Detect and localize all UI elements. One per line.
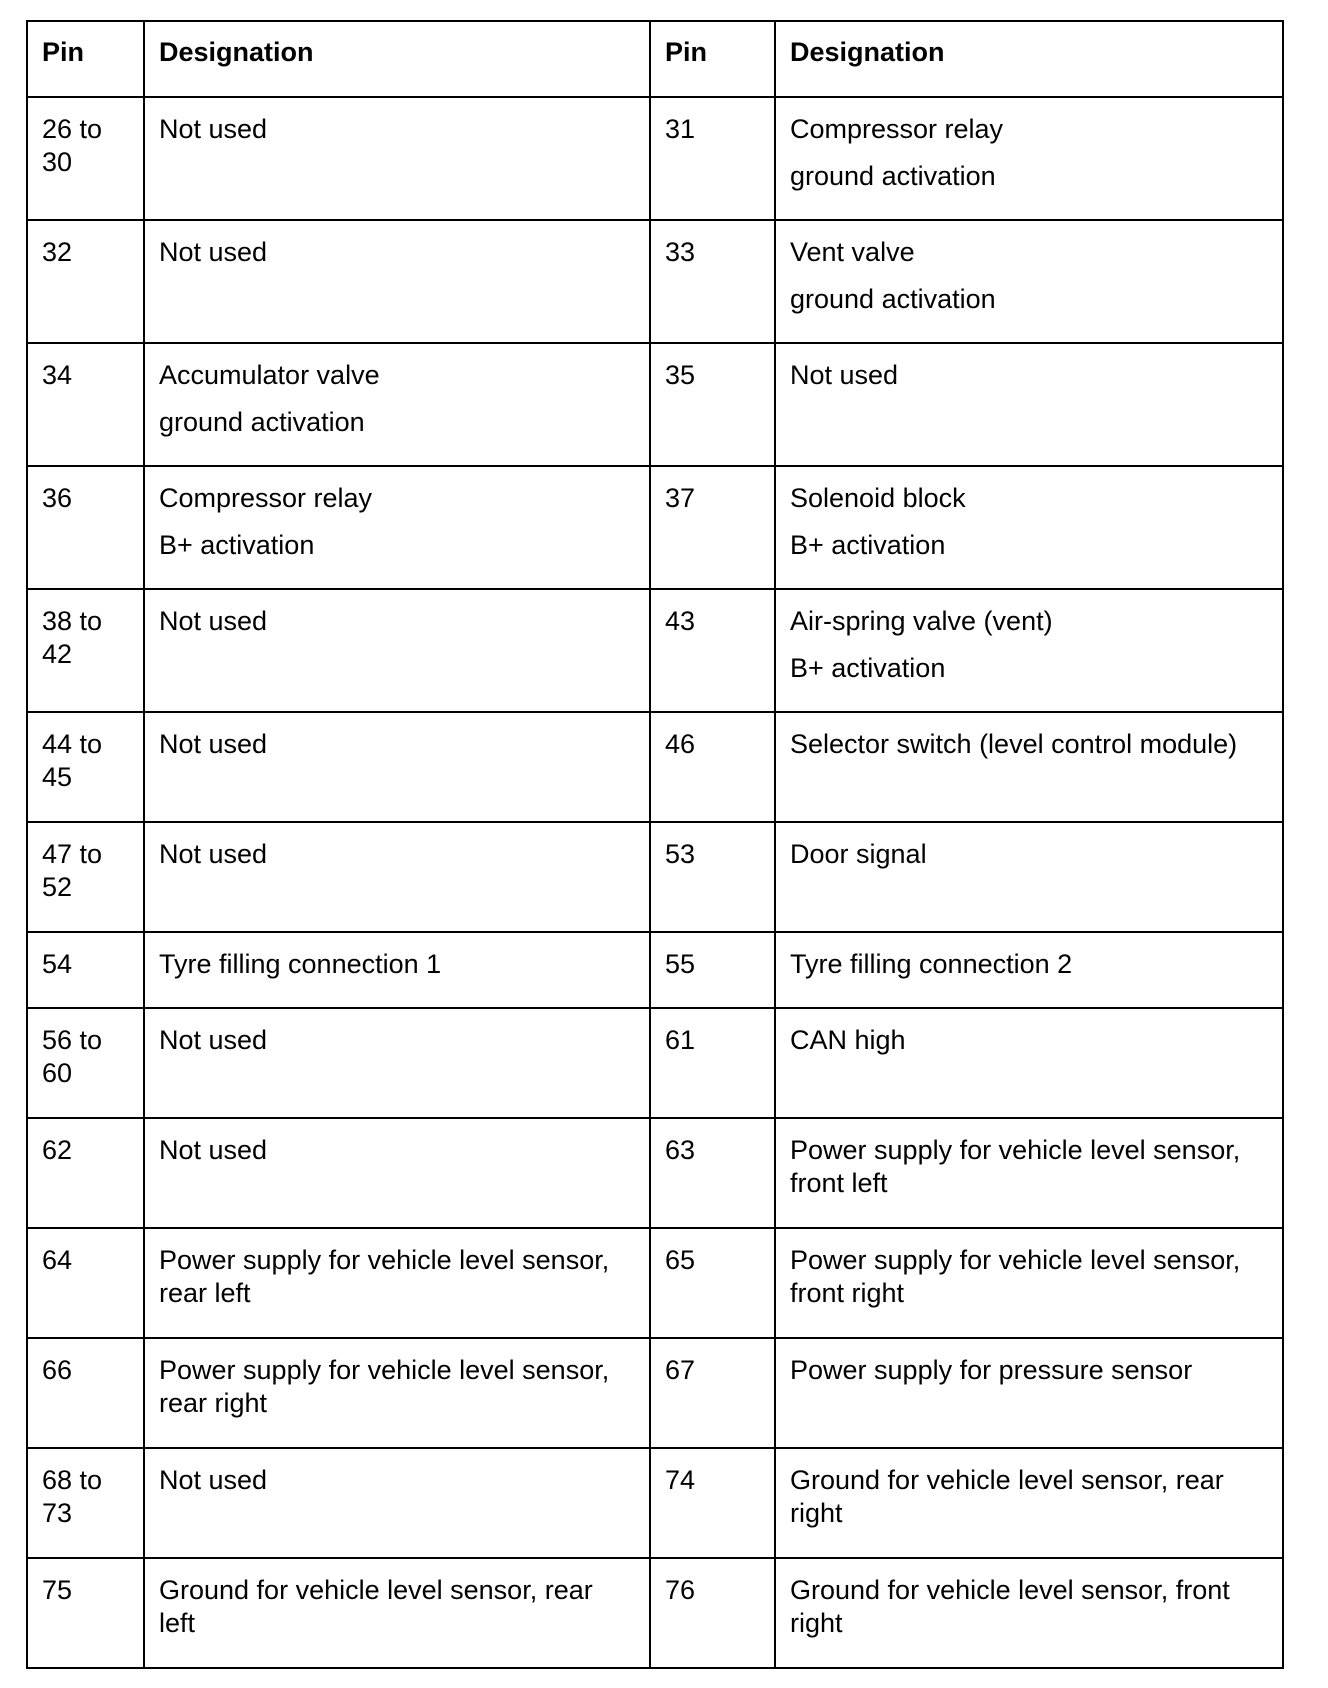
header-row xyxy=(27,21,1283,97)
table-row xyxy=(27,466,1283,589)
designation-cell-right xyxy=(775,932,1283,1008)
table-row xyxy=(27,220,1283,343)
designation-line: Not used xyxy=(159,729,268,759)
pin-cell-right: 37 xyxy=(650,466,775,589)
designation-line: Accumulator valve xyxy=(159,360,380,390)
designation-cell-right xyxy=(775,1338,1283,1448)
designation-line: B+ activation xyxy=(159,530,315,560)
table-row xyxy=(27,712,1283,822)
designation-line: Compressor relay xyxy=(790,114,1004,144)
pin-cell-left: 62 xyxy=(27,1118,144,1228)
designation-line: Not used xyxy=(790,360,899,390)
designation-cell-right xyxy=(775,1118,1283,1228)
designation-cell-right xyxy=(775,1448,1283,1558)
table-row xyxy=(27,589,1283,712)
table-header xyxy=(27,21,1283,97)
designation-cell-left xyxy=(144,220,650,343)
designation-line: Tyre filling connection 2 xyxy=(790,949,1073,979)
designation-line: Not used xyxy=(159,839,268,869)
designation-line: Not used xyxy=(159,237,268,267)
header-designation-left: Designation xyxy=(144,21,650,97)
designation-line: Vent valve xyxy=(790,237,915,267)
table-row xyxy=(27,1558,1283,1668)
pin-cell-right: 33 xyxy=(650,220,775,343)
table-row xyxy=(27,932,1283,1008)
designation-line: Power supply for vehicle level sensor, front right xyxy=(790,1245,1241,1308)
designation-cell-left xyxy=(144,822,650,932)
designation-line: B+ activation xyxy=(790,653,946,683)
pin-cell-left: 64 xyxy=(27,1228,144,1338)
designation-line: Compressor relay xyxy=(159,483,373,513)
pin-cell-right: 63 xyxy=(650,1118,775,1228)
pin-cell-right: 61 xyxy=(650,1008,775,1118)
pin-cell-right: 65 xyxy=(650,1228,775,1338)
table-row xyxy=(27,97,1283,220)
designation-cell-right xyxy=(775,343,1283,466)
table-body xyxy=(27,97,1283,1668)
designation-cell-right xyxy=(775,466,1283,589)
table-row xyxy=(27,1008,1283,1118)
designation-line: Power supply for vehicle level sensor, rear right xyxy=(159,1355,610,1418)
pin-cell-right: 35 xyxy=(650,343,775,466)
pin-cell-right: 67 xyxy=(650,1338,775,1448)
designation-line: Air-spring valve (vent) xyxy=(790,606,1053,636)
pin-cell-left: 34 xyxy=(27,343,144,466)
designation-line: Not used xyxy=(159,1465,268,1495)
designation-cell-left xyxy=(144,932,650,1008)
pin-cell-right: 55 xyxy=(650,932,775,1008)
designation-line: CAN high xyxy=(790,1025,906,1055)
designation-cell-left xyxy=(144,589,650,712)
designation-line: Not used xyxy=(159,1025,268,1055)
designation-cell-right xyxy=(775,822,1283,932)
pin-cell-left: 36 xyxy=(27,466,144,589)
header-designation-right: Designation xyxy=(775,21,1283,97)
designation-cell-right xyxy=(775,1558,1283,1668)
designation-line: Power supply for pressure sensor xyxy=(790,1355,1193,1385)
table-row xyxy=(27,1228,1283,1338)
designation-cell-left xyxy=(144,1558,650,1668)
pin-cell-left: 68 to 73 xyxy=(27,1448,144,1558)
designation-line: Ground for vehicle level sensor, rear right xyxy=(790,1465,1224,1528)
table-row xyxy=(27,343,1283,466)
designation-cell-right xyxy=(775,1008,1283,1118)
header-pin-right: Pin xyxy=(650,21,775,97)
pin-cell-left: 56 to 60 xyxy=(27,1008,144,1118)
designation-cell-right xyxy=(775,97,1283,220)
designation-line: Selector switch (level control module) xyxy=(790,729,1238,759)
table-row xyxy=(27,1118,1283,1228)
designation-cell-right xyxy=(775,1228,1283,1338)
table-row xyxy=(27,1338,1283,1448)
table-row xyxy=(27,822,1283,932)
designation-line: Power supply for vehicle level sensor, front left xyxy=(790,1135,1241,1198)
designation-line: Not used xyxy=(159,1135,268,1165)
designation-cell-left xyxy=(144,1338,650,1448)
designation-cell-left xyxy=(144,712,650,822)
pin-cell-right: 76 xyxy=(650,1558,775,1668)
designation-line: Power supply for vehicle level sensor, rear left xyxy=(159,1245,610,1308)
designation-line: Not used xyxy=(159,606,268,636)
pin-cell-right: 43 xyxy=(650,589,775,712)
pin-cell-left: 26 to 30 xyxy=(27,97,144,220)
designation-line: ground activation xyxy=(790,161,996,191)
pin-cell-right: 53 xyxy=(650,822,775,932)
pin-cell-left: 32 xyxy=(27,220,144,343)
designation-line: Ground for vehicle level sensor, front right xyxy=(790,1575,1230,1638)
pin-cell-right: 31 xyxy=(650,97,775,220)
designation-line: Ground for vehicle level sensor, rear left xyxy=(159,1575,593,1638)
pin-cell-right: 74 xyxy=(650,1448,775,1558)
pin-cell-left: 66 xyxy=(27,1338,144,1448)
designation-cell-left xyxy=(144,343,650,466)
designation-cell-left xyxy=(144,1118,650,1228)
designation-line: B+ activation xyxy=(790,530,946,560)
designation-line: Door signal xyxy=(790,839,927,869)
pin-cell-left: 44 to 45 xyxy=(27,712,144,822)
designation-cell-left xyxy=(144,97,650,220)
designation-line: Not used xyxy=(159,114,268,144)
pin-cell-left: 47 to 52 xyxy=(27,822,144,932)
table-row xyxy=(27,1448,1283,1558)
pin-cell-left: 75 xyxy=(27,1558,144,1668)
designation-line: ground activation xyxy=(159,407,365,437)
pin-assignment-table xyxy=(26,20,1284,1669)
designation-cell-right xyxy=(775,220,1283,343)
designation-cell-left xyxy=(144,1228,650,1338)
designation-cell-right xyxy=(775,712,1283,822)
designation-line: Solenoid block xyxy=(790,483,966,513)
pin-cell-left: 54 xyxy=(27,932,144,1008)
designation-line: Tyre filling connection 1 xyxy=(159,949,442,979)
pin-cell-left: 38 to 42 xyxy=(27,589,144,712)
designation-cell-left xyxy=(144,1448,650,1558)
designation-line: ground activation xyxy=(790,284,996,314)
pin-cell-right: 46 xyxy=(650,712,775,822)
designation-cell-left xyxy=(144,1008,650,1118)
designation-cell-left xyxy=(144,466,650,589)
header-pin-left: Pin xyxy=(27,21,144,97)
designation-cell-right xyxy=(775,589,1283,712)
